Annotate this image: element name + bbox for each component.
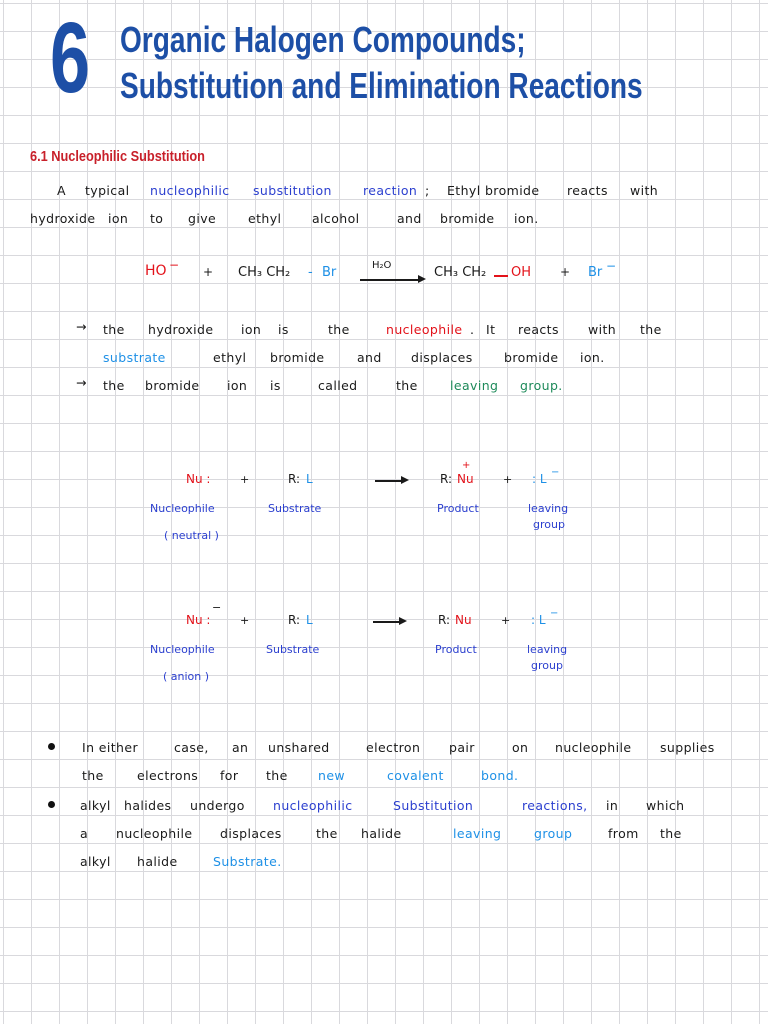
word: unshared	[268, 740, 330, 755]
word: alkyl	[80, 798, 111, 813]
word: called	[318, 378, 358, 393]
word: the	[316, 826, 338, 841]
word: case,	[174, 740, 209, 755]
nucleophile-charge: −	[212, 601, 222, 614]
substrate-halide: Br	[322, 265, 337, 280]
chapter-title-line1: Organic Halogen Compounds;	[120, 19, 526, 60]
word: the	[660, 826, 682, 841]
word: In either	[82, 740, 138, 755]
bullet-dot	[48, 801, 55, 808]
word: undergo	[190, 798, 245, 813]
arrow-marker: →	[76, 375, 87, 390]
plus-sign: +	[240, 614, 250, 627]
word: the	[328, 322, 350, 337]
substrate-leaving: L	[306, 472, 313, 486]
reaction-arrow	[375, 480, 403, 482]
leaving-charge: −	[550, 608, 559, 619]
product-bond	[494, 275, 508, 277]
substrate-alkyl: CH₃ CH₂	[238, 265, 291, 280]
plus-sign: +	[560, 265, 571, 279]
word: ;	[425, 183, 430, 198]
label-substrate: Substrate	[266, 643, 320, 656]
word: nucleophilic	[150, 183, 230, 198]
nucleophile: Nu :	[186, 613, 211, 627]
word: nucleophile	[555, 740, 632, 755]
product-charge: +	[462, 460, 471, 471]
word: the	[640, 322, 662, 337]
word: substitution	[253, 183, 332, 198]
label-nucleophile-type: ( neutral )	[164, 529, 219, 542]
word: new	[318, 768, 346, 783]
word: halide	[361, 826, 402, 841]
bullet-dot	[48, 743, 55, 750]
label-group: group	[533, 518, 565, 531]
arrow-marker: →	[76, 319, 87, 334]
word: from	[608, 826, 639, 841]
product: R:	[440, 472, 453, 486]
label-product: Product	[435, 643, 477, 656]
word: which	[646, 798, 685, 813]
section-title: 6.1 Nucleophilic Substitution	[30, 148, 205, 165]
word: covalent	[387, 768, 444, 783]
leaving-ion: Br	[588, 265, 603, 280]
word: ion	[108, 211, 129, 226]
word: an	[232, 740, 249, 755]
product: R:	[438, 613, 451, 627]
word: reacts	[567, 183, 608, 198]
word: with	[630, 183, 659, 198]
word: nucleophile	[116, 826, 193, 841]
word: the	[266, 768, 288, 783]
substrate: R:	[288, 613, 301, 627]
word: supplies	[660, 740, 715, 755]
word: bromide	[270, 350, 325, 365]
word: leaving	[453, 826, 502, 841]
word: is	[270, 378, 281, 393]
word: electron	[366, 740, 421, 755]
reaction-arrow	[360, 279, 420, 281]
word: pair	[449, 740, 475, 755]
nucleophile-formula: HO	[145, 263, 167, 279]
word: Ethyl bromide	[447, 183, 540, 198]
word: halides	[124, 798, 172, 813]
word: ethyl	[213, 350, 247, 365]
word: It	[486, 322, 496, 337]
word: halide	[137, 854, 178, 869]
word: and	[397, 211, 422, 226]
word: Substrate.	[213, 854, 282, 869]
word: ion.	[580, 350, 605, 365]
reaction-arrow	[373, 621, 401, 623]
word: alcohol	[312, 211, 360, 226]
product-group: OH	[511, 265, 532, 280]
word: leaving	[450, 378, 499, 393]
bond-dash: -	[308, 265, 313, 280]
word: for	[220, 768, 239, 783]
label-leaving: leaving	[527, 643, 568, 656]
word: electrons	[137, 768, 199, 783]
word: a	[80, 826, 89, 841]
word: bond.	[481, 768, 519, 783]
substrate-leaving: L	[306, 613, 313, 627]
substrate: R:	[288, 472, 301, 486]
plus-sign: +	[503, 473, 513, 486]
reaction-arrow-head	[401, 476, 409, 484]
word: hydroxide	[30, 211, 96, 226]
word: reactions,	[522, 798, 588, 813]
word: with	[588, 322, 617, 337]
plus-sign: +	[501, 614, 511, 627]
word: bromide	[440, 211, 495, 226]
plus-sign: +	[203, 265, 214, 279]
word: ethyl	[248, 211, 282, 226]
word: substrate	[103, 350, 166, 365]
word: ion.	[514, 211, 539, 226]
leaving-charge: −	[606, 259, 617, 273]
word: ion	[227, 378, 248, 393]
word: to	[150, 211, 164, 226]
word: bromide	[504, 350, 559, 365]
word: .	[470, 322, 475, 337]
label-nucleophile: Nucleophile	[150, 643, 215, 656]
product-nucleophile: Nu	[455, 613, 472, 627]
word: alkyl	[80, 854, 111, 869]
word: the	[103, 378, 125, 393]
label-nucleophile: Nucleophile	[150, 502, 215, 515]
word: nucleophile	[386, 322, 463, 337]
word: reacts	[518, 322, 559, 337]
leaving-group: : L	[531, 613, 546, 627]
word: nucleophilic	[273, 798, 353, 813]
word: on	[512, 740, 529, 755]
word: in	[606, 798, 619, 813]
reaction-arrow-head	[418, 275, 426, 283]
word: typical	[85, 183, 130, 198]
nucleophile-charge: −	[169, 258, 180, 272]
word: displaces	[411, 350, 473, 365]
product-alkyl: CH₃ CH₂	[434, 265, 487, 280]
word: and	[357, 350, 382, 365]
label-nucleophile-type: ( anion )	[163, 670, 210, 683]
label-substrate: Substrate	[268, 502, 322, 515]
word: hydroxide	[148, 322, 214, 337]
word: ion	[241, 322, 262, 337]
word: bromide	[145, 378, 200, 393]
leaving-group: : L	[532, 472, 547, 486]
label-product: Product	[437, 502, 479, 515]
word: displaces	[220, 826, 282, 841]
label-leaving: leaving	[528, 502, 569, 515]
chapter-number: 6	[50, 2, 89, 114]
reagent-label: H₂O	[372, 260, 392, 271]
nucleophile: Nu :	[186, 472, 211, 486]
word: the	[103, 322, 125, 337]
word: reaction	[363, 183, 418, 198]
word: A	[57, 183, 66, 198]
reaction-arrow-head	[399, 617, 407, 625]
chapter-title-line2: Substitution and Elimination Reactions	[120, 65, 643, 106]
label-group: group	[531, 659, 563, 672]
word: group.	[520, 378, 563, 393]
word: Substitution	[393, 798, 474, 813]
word: is	[278, 322, 289, 337]
word: the	[396, 378, 418, 393]
plus-sign: +	[240, 473, 250, 486]
word: group	[534, 826, 573, 841]
product-nucleophile: Nu	[457, 472, 474, 486]
word: the	[82, 768, 104, 783]
leaving-charge: −	[551, 467, 560, 478]
word: give	[188, 211, 217, 226]
